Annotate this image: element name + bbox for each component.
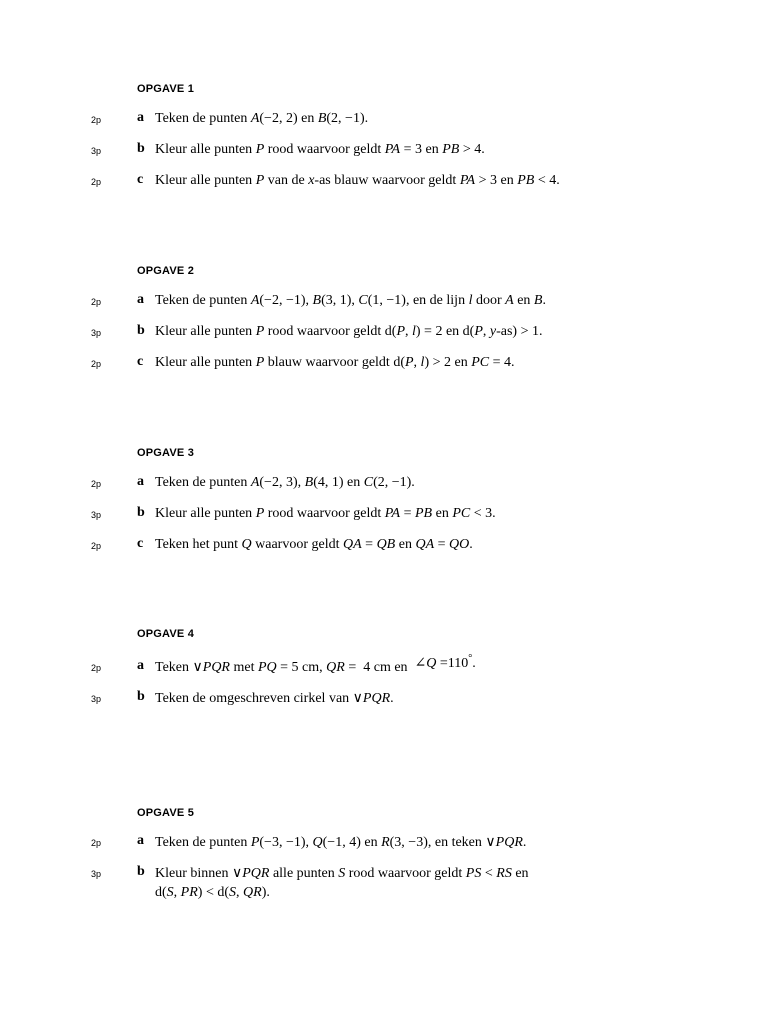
- exercise-title: OPGAVE 3: [137, 447, 195, 459]
- points-label: 3p: [91, 328, 102, 338]
- item-letter: c: [137, 536, 144, 551]
- item-text: Kleur binnen ∨PQR alle punten S rood waarvoor geldt PS < RS en d(S, PR) < d(S, QR).: [155, 865, 529, 900]
- item-text: Teken ∨PQR met PQ = 5 cm, QR = 4 cm en ∠Q =110°.: [155, 653, 476, 675]
- item-text: Teken de punten P(−3, −1), Q(−1, 4) en R(3, −3), en teken ∨PQR.: [155, 834, 527, 850]
- item-letter: a: [137, 658, 144, 673]
- points-label: 3p: [91, 510, 102, 520]
- item-text: Teken de punten A(−2, 3), B(4, 1) en C(2, −1).: [155, 475, 415, 490]
- points-label: 2p: [91, 541, 102, 551]
- item-letter: b: [137, 323, 145, 338]
- item-letter: b: [137, 864, 145, 879]
- item-text: Kleur alle punten P van de x-as blauw waarvoor geldt PA > 3 en PB < 4.: [155, 173, 560, 188]
- item-text: Kleur alle punten P rood waarvoor geldt PA = 3 en PB > 4.: [155, 142, 485, 157]
- exercise-title: OPGAVE 4: [137, 628, 195, 640]
- item-text: Teken de punten A(−2, −1), B(3, 1), C(1, −1), en de lijn l door A en B.: [155, 293, 546, 308]
- points-label: 3p: [91, 869, 102, 879]
- item-letter: b: [137, 141, 145, 156]
- item-text: Teken de punten A(−2, 2) en B(2, −1).: [155, 111, 369, 126]
- item-text: Kleur alle punten P blauw waarvoor geldt d(P, l) > 2 en PC = 4.: [155, 355, 515, 370]
- item-letter: b: [137, 689, 145, 704]
- item-text: Kleur alle punten P rood waarvoor geldt d(P, l) = 2 en d(P, y-as) > 1.: [155, 324, 543, 339]
- points-label: 2p: [91, 115, 102, 125]
- item-text: Teken de omgeschreven cirkel van ∨PQR.: [155, 690, 394, 706]
- points-label: 2p: [91, 479, 102, 489]
- item-text: Kleur alle punten P rood waarvoor geldt PA = PB en PC < 3.: [155, 506, 496, 521]
- points-label: 3p: [91, 694, 102, 704]
- item-text: Teken het punt Q waarvoor geldt QA = QB en QA = QO.: [155, 537, 473, 552]
- item-letter: a: [137, 474, 144, 489]
- item-letter: a: [137, 833, 144, 848]
- exercise-title: OPGAVE 2: [137, 265, 195, 277]
- item-letter: a: [137, 292, 144, 307]
- points-label: 2p: [91, 359, 102, 369]
- points-label: 3p: [91, 146, 102, 156]
- points-label: 2p: [91, 177, 102, 187]
- item-letter: a: [137, 110, 144, 125]
- points-label: 2p: [91, 838, 102, 848]
- points-label: 2p: [91, 663, 102, 673]
- exercise-title: OPGAVE 1: [137, 83, 195, 95]
- item-letter: b: [137, 505, 145, 520]
- item-letter: c: [137, 172, 144, 187]
- points-label: 2p: [91, 297, 102, 307]
- item-letter: c: [137, 354, 144, 369]
- exercise-title: OPGAVE 5: [137, 807, 195, 819]
